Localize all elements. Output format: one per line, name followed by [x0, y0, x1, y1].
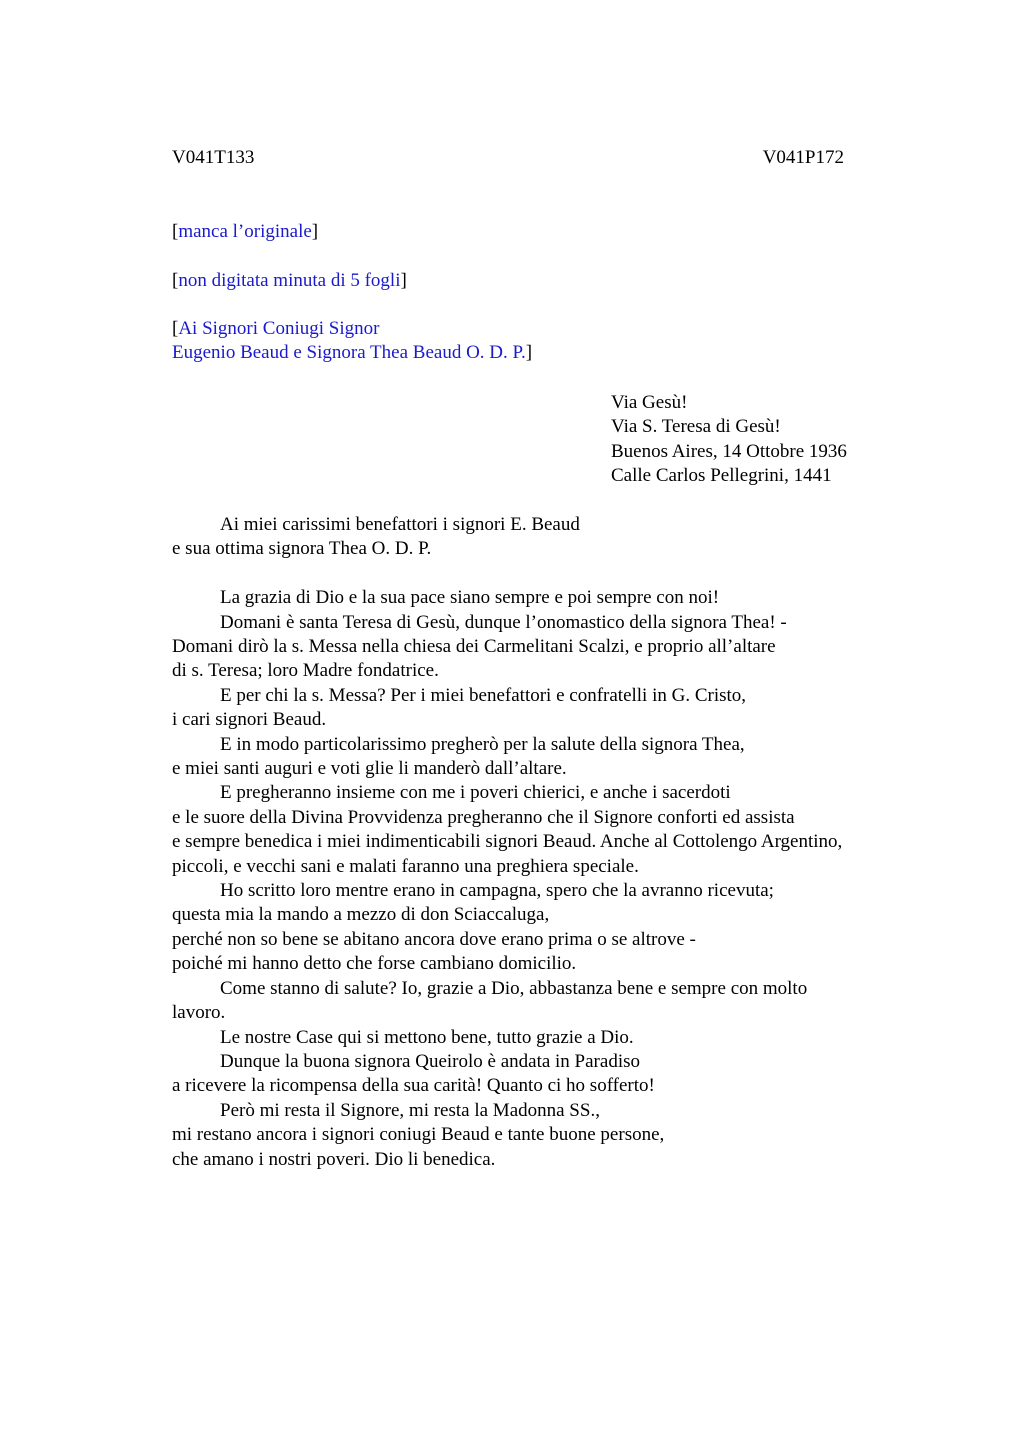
dateline-line: Via Gesù!: [611, 392, 688, 413]
letter-line: e sua ottima signora Thea O. D. P.: [172, 538, 432, 560]
letter-line: Ai miei carissimi benefattori i signori E. Beaud: [220, 514, 580, 535]
letter-line: La grazia di Dio e la sua pace siano sempre e poi sempre con noi!: [220, 587, 720, 609]
editorial-note-draft: [non digitata minuta di 5 fogli]: [172, 270, 407, 291]
letter-line: i cari signori Beaud.: [172, 709, 327, 731]
editorial-note-text: Eugenio Beaud e Signora Thea Beaud O. D. P.: [172, 342, 526, 363]
dateline-line: Calle Carlos Pellegrini, 1441: [611, 464, 832, 486]
letter-line: Domani è santa Teresa di Gesù, dunque l’onomastico della signora Thea! -: [220, 611, 787, 633]
dateline-line: Buenos Aires, 14 Ottobre 1936: [611, 440, 847, 462]
letter-line: di s. Teresa; loro Madre fondatrice.: [172, 660, 439, 682]
document-code-right: V041P172: [762, 147, 844, 168]
editorial-note-original-missing: [manca l’originale]: [172, 221, 319, 242]
letter-line: Le nostre Case qui si mettono bene, tutto grazie a Dio.: [220, 1026, 634, 1048]
letter-line: mi restano ancora i signori coniugi Beaud e tante buone persone,: [172, 1124, 665, 1146]
letter-line: questa mia la mando a mezzo di don Sciaccaluga,: [172, 904, 550, 926]
document-code-left: V041T133: [172, 147, 255, 168]
letter-line: E per chi la s. Messa? Per i miei benefattori e confratelli in G. Cristo,: [220, 684, 747, 706]
letter-dateline: [611, 391, 847, 488]
letter-line: e le suore della Divina Provvidenza pregheranno che il Signore conforti ed assista: [172, 806, 795, 828]
editorial-note-text: Ai Signori Coniugi Signor: [178, 318, 380, 339]
letter-line: Però mi resta il Signore, mi resta la Madonna SS.,: [220, 1099, 600, 1121]
editorial-note-text: manca l’originale: [178, 221, 312, 242]
letter-line: e sempre benedica i miei indimenticabili signori Beaud. Anche al Cottolengo Argentino,: [172, 831, 843, 853]
paragraph-gap: [172, 562, 932, 586]
letter-line: a ricevere la ricompensa della sua carità! Quanto ci ho sofferto!: [172, 1075, 655, 1097]
letter-line: Domani dirò la s. Messa nella chiesa dei Carmelitani Scalzi, e proprio all’altare: [172, 636, 776, 658]
editorial-note-text: non digitata minuta di 5 fogli: [178, 270, 401, 291]
letter-line: perché non so bene se abitano ancora dove erano prima o se altrove -: [172, 928, 696, 950]
letter-line: Come stanno di salute? Io, grazie a Dio, abbastanza bene e sempre con molto: [220, 977, 808, 999]
letter-line: Ho scritto loro mentre erano in campagna, spero che la avranno ricevuta;: [220, 880, 774, 902]
editorial-note-addressee: [Ai Signori Coniugi Signor Eugenio Beaud e Signora Thea Beaud O. D. P.]: [172, 318, 533, 363]
letter-body: [172, 513, 932, 1172]
dateline-line: Via S. Teresa di Gesù!: [611, 416, 781, 438]
letter-line: che amano i nostri poveri. Dio li benedica.: [172, 1148, 496, 1170]
letter-line: Dunque la buona signora Queirolo è andata in Paradiso: [220, 1050, 640, 1072]
letter-line: E pregheranno insieme con me i poveri chierici, e anche i sacerdoti: [220, 782, 731, 804]
letter-line: lavoro.: [172, 1002, 226, 1024]
letter-line: e miei santi auguri e voti glie li manderò dall’altare.: [172, 758, 567, 780]
letter-line: piccoli, e vecchi sani e malati faranno una preghiera speciale.: [172, 855, 639, 877]
letter-line: E in modo particolarissimo pregherò per la salute della signora Thea,: [220, 733, 745, 755]
letter-line: poiché mi hanno detto che forse cambiano domicilio.: [172, 953, 577, 975]
